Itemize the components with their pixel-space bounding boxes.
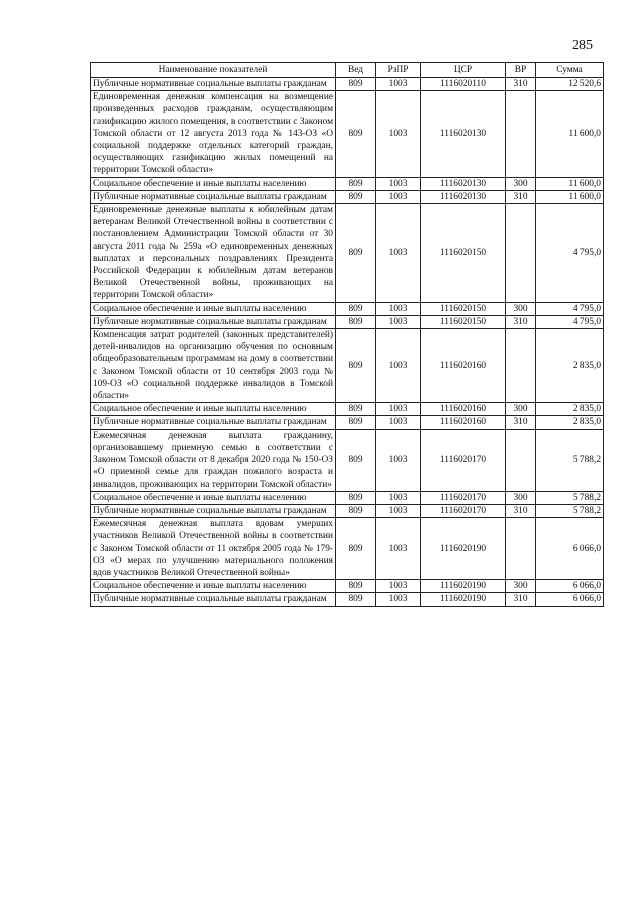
- cell-rzpr: 1003: [376, 518, 421, 580]
- cell-sum: 11 600,0: [536, 190, 604, 203]
- cell-rzpr: 1003: [376, 491, 421, 504]
- cell-rzpr: 1003: [376, 504, 421, 517]
- header-sum: Сумма: [536, 63, 604, 78]
- cell-vr: [506, 91, 536, 177]
- cell-csr: 1116020170: [421, 429, 506, 491]
- cell-vr: 310: [506, 593, 536, 606]
- cell-name: Социальное обеспечение и иные выплаты населению: [91, 177, 336, 190]
- cell-vr: [506, 518, 536, 580]
- budget-table: [90, 62, 604, 607]
- table-row: [91, 329, 604, 403]
- cell-name: Публичные нормативные социальные выплаты гражданам: [91, 504, 336, 517]
- table-row: [91, 91, 604, 177]
- cell-vr: 300: [506, 491, 536, 504]
- cell-ved: 809: [336, 204, 376, 303]
- cell-sum: 4 795,0: [536, 204, 604, 303]
- cell-name: Публичные нормативные социальные выплаты гражданам: [91, 416, 336, 429]
- cell-sum: 5 788,2: [536, 491, 604, 504]
- table-row: [91, 593, 604, 606]
- cell-ved: 809: [336, 329, 376, 403]
- cell-ved: 809: [336, 491, 376, 504]
- table-row: [91, 403, 604, 416]
- cell-ved: 809: [336, 403, 376, 416]
- cell-csr: 1116020160: [421, 416, 506, 429]
- cell-name: Единовременные денежные выплаты к юбилейным датам ветеранам Великой Отечественной войны в соответствии с постановлением Администрации Томской области от 30 августа 2011 года № 259а «О единовременных денежных выплатах и персональных поздравлениях Президента Российской Федерации к юбилейным датам ветеранов Великой Отечественной войны, проживающих на территории Томской области»: [91, 204, 336, 303]
- cell-rzpr: 1003: [376, 580, 421, 593]
- cell-vr: [506, 429, 536, 491]
- cell-name: Социальное обеспечение и иные выплаты населению: [91, 491, 336, 504]
- cell-csr: 1116020130: [421, 190, 506, 203]
- cell-csr: 1116020160: [421, 329, 506, 403]
- cell-rzpr: 1003: [376, 302, 421, 315]
- cell-sum: 6 066,0: [536, 580, 604, 593]
- table-row: [91, 416, 604, 429]
- cell-name: Публичные нормативные социальные выплаты гражданам: [91, 190, 336, 203]
- table-row: [91, 518, 604, 580]
- cell-ved: 809: [336, 429, 376, 491]
- cell-sum: 2 835,0: [536, 403, 604, 416]
- header-csr: ЦСР: [421, 63, 506, 78]
- cell-vr: 310: [506, 78, 536, 91]
- cell-csr: 1116020190: [421, 593, 506, 606]
- table-header-row: [91, 63, 604, 78]
- cell-sum: 12 520,6: [536, 78, 604, 91]
- cell-rzpr: 1003: [376, 403, 421, 416]
- table-row: [91, 315, 604, 328]
- header-rzpr: РзПР: [376, 63, 421, 78]
- cell-csr: 1116020190: [421, 518, 506, 580]
- cell-csr: 1116020170: [421, 504, 506, 517]
- cell-csr: 1116020150: [421, 315, 506, 328]
- cell-rzpr: 1003: [376, 91, 421, 177]
- cell-name: Ежемесячная денежная выплата вдовам умерших участников Великой Отечественной войны в соответствии с Законом Томской области от 11 октября 2005 года № 179-ОЗ «О мерах по улучшению материального положения вдов участников Великой Отечественной войны»: [91, 518, 336, 580]
- cell-rzpr: 1003: [376, 429, 421, 491]
- table-row: [91, 177, 604, 190]
- cell-ved: 809: [336, 177, 376, 190]
- table-row: [91, 491, 604, 504]
- cell-rzpr: 1003: [376, 315, 421, 328]
- cell-sum: 4 795,0: [536, 302, 604, 315]
- cell-name: Единовременная денежная компенсация на возмещение произведенных расходов гражданам, осуществляющим газификацию жилого помещения, в соответствии с Законом Томской области от 12 августа 2013 года № 143-ОЗ «О социальной поддержке отдельных категорий граждан, осуществляющих газификацию жилых помещений на территории Томской области»: [91, 91, 336, 177]
- cell-csr: 1116020150: [421, 302, 506, 315]
- cell-csr: 1116020150: [421, 204, 506, 303]
- cell-ved: 809: [336, 504, 376, 517]
- cell-name: Публичные нормативные социальные выплаты гражданам: [91, 315, 336, 328]
- cell-ved: 809: [336, 190, 376, 203]
- cell-sum: 5 788,2: [536, 504, 604, 517]
- cell-rzpr: 1003: [376, 190, 421, 203]
- table-row: [91, 78, 604, 91]
- cell-ved: 809: [336, 91, 376, 177]
- cell-sum: 2 835,0: [536, 329, 604, 403]
- cell-name: Социальное обеспечение и иные выплаты населению: [91, 580, 336, 593]
- header-name: Наименование показателей: [91, 63, 336, 78]
- cell-ved: 809: [336, 518, 376, 580]
- cell-vr: 310: [506, 416, 536, 429]
- cell-name: Публичные нормативные социальные выплаты гражданам: [91, 593, 336, 606]
- page-number: 285: [572, 38, 593, 53]
- cell-sum: 11 600,0: [536, 177, 604, 190]
- cell-vr: 310: [506, 190, 536, 203]
- cell-vr: [506, 329, 536, 403]
- cell-rzpr: 1003: [376, 204, 421, 303]
- cell-ved: 809: [336, 78, 376, 91]
- cell-rzpr: 1003: [376, 177, 421, 190]
- cell-sum: 2 835,0: [536, 416, 604, 429]
- cell-vr: [506, 204, 536, 303]
- cell-ved: 809: [336, 302, 376, 315]
- table-row: [91, 302, 604, 315]
- cell-ved: 809: [336, 315, 376, 328]
- table-row: [91, 204, 604, 303]
- cell-sum: 11 600,0: [536, 91, 604, 177]
- header-ved: Вед: [336, 63, 376, 78]
- table-row: [91, 504, 604, 517]
- cell-vr: 300: [506, 580, 536, 593]
- cell-name: Социальное обеспечение и иные выплаты населению: [91, 403, 336, 416]
- cell-ved: 809: [336, 593, 376, 606]
- cell-csr: 1116020110: [421, 78, 506, 91]
- cell-rzpr: 1003: [376, 329, 421, 403]
- cell-sum: 5 788,2: [536, 429, 604, 491]
- cell-name: Публичные нормативные социальные выплаты гражданам: [91, 78, 336, 91]
- cell-ved: 809: [336, 580, 376, 593]
- cell-vr: 300: [506, 302, 536, 315]
- table-row: [91, 429, 604, 491]
- cell-name: Ежемесячная денежная выплата гражданину, организовавшему приемную семью в соответствии с Законом Томской области от 8 декабря 2020 года № 150-ОЗ «О приемной семье для граждан пожилого возраста и инвалидов, проживающих на территории Томской области»: [91, 429, 336, 491]
- header-vr: ВР: [506, 63, 536, 78]
- cell-csr: 1116020130: [421, 177, 506, 190]
- cell-vr: 310: [506, 504, 536, 517]
- cell-vr: 300: [506, 403, 536, 416]
- cell-rzpr: 1003: [376, 78, 421, 91]
- cell-csr: 1116020160: [421, 403, 506, 416]
- cell-csr: 1116020190: [421, 580, 506, 593]
- cell-csr: 1116020170: [421, 491, 506, 504]
- table-row: [91, 190, 604, 203]
- cell-sum: 6 066,0: [536, 518, 604, 580]
- cell-sum: 4 795,0: [536, 315, 604, 328]
- cell-ved: 809: [336, 416, 376, 429]
- cell-name: Социальное обеспечение и иные выплаты населению: [91, 302, 336, 315]
- cell-rzpr: 1003: [376, 416, 421, 429]
- cell-sum: 6 066,0: [536, 593, 604, 606]
- cell-vr: 310: [506, 315, 536, 328]
- cell-name: Компенсация затрат родителей (законных представителей) детей-инвалидов на организацию обучения по основным общеобразовательным программам на дому в соответствии с Законом Томской области от 10 сентября 2003 года № 109-ОЗ «О социальной поддержке инвалидов в Томской области»: [91, 329, 336, 403]
- cell-rzpr: 1003: [376, 593, 421, 606]
- cell-vr: 300: [506, 177, 536, 190]
- cell-csr: 1116020130: [421, 91, 506, 177]
- table-row: [91, 580, 604, 593]
